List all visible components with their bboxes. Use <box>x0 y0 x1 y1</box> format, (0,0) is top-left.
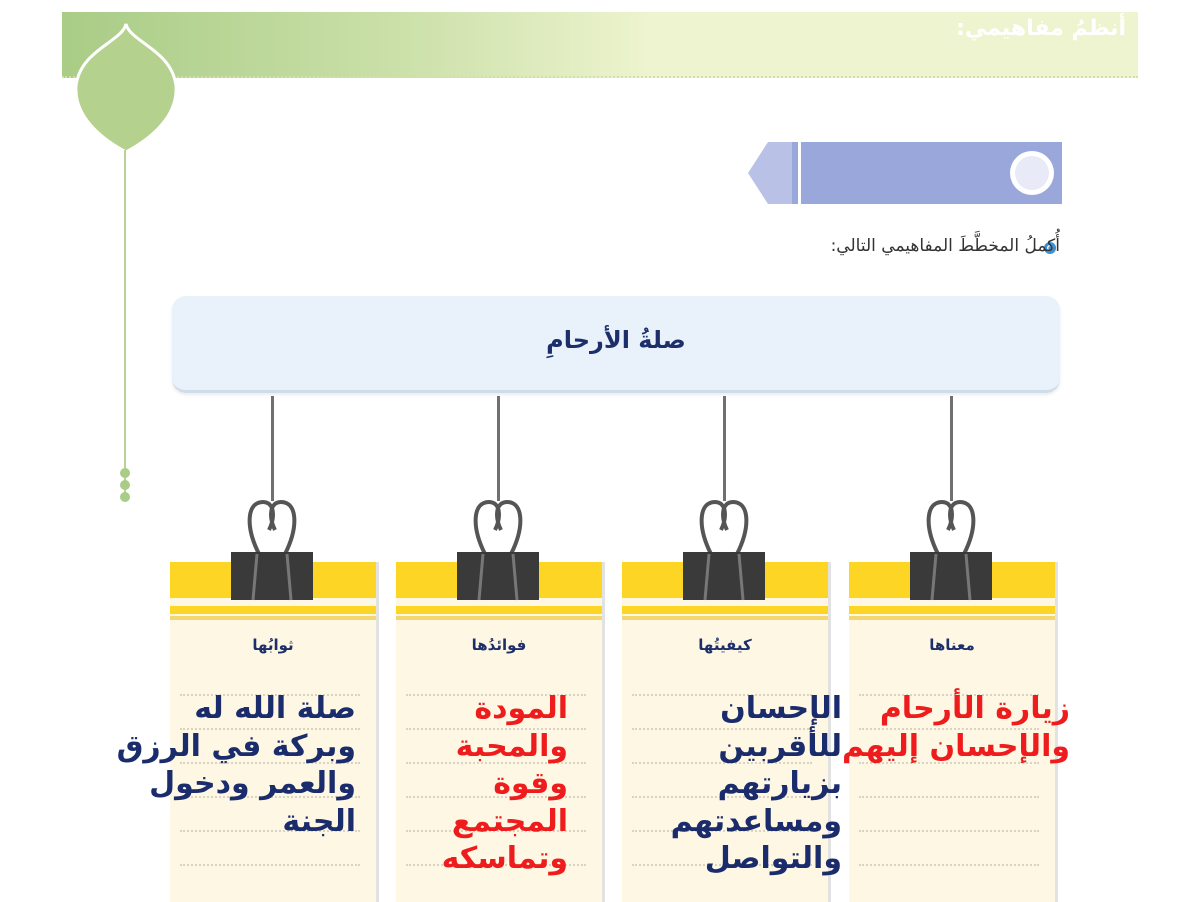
card-heading: كيفيتُها <box>698 636 752 654</box>
vine-dot <box>120 480 130 490</box>
leaf-ornament-icon <box>72 20 180 156</box>
answer-rewards: صلة الله له وبركة في الرزق والعمر ودخول الجنة <box>116 691 356 839</box>
card-heading: ثوابُها <box>252 636 294 654</box>
concept-box <box>172 296 1060 393</box>
concept-title: صلةُ الأرحامِ <box>546 326 686 354</box>
vine-line <box>124 150 126 500</box>
hanging-wire <box>497 396 500 501</box>
answer-benefits: المودة والمحبة وقوة المجتمع وتماسكه <box>441 691 568 876</box>
card-heading: فوائدُها <box>471 636 527 654</box>
vine-dot <box>120 492 130 502</box>
vine-dot <box>120 468 130 478</box>
hanging-wire <box>271 396 274 501</box>
section-tag <box>748 142 1062 204</box>
hanging-wire <box>950 396 953 501</box>
binder-clip-icon <box>908 496 994 604</box>
answer-meaning: زيارة الأرحام والإحسان إليهم <box>841 691 1070 764</box>
card-heading: معناها <box>929 636 975 654</box>
section-title: أنظمُ مفاهيمي: <box>956 16 1126 41</box>
binder-clip-icon <box>229 496 315 604</box>
instruction-text: أُكملُ المخطَّطَ المفاهيمي التالي: <box>830 236 1060 256</box>
binder-clip-icon <box>681 496 767 604</box>
answer-method: الإحسان للأقربين بزيارتهم ومساعدتهم والتواصل <box>670 691 842 876</box>
hanging-wire <box>723 396 726 501</box>
binder-clip-icon <box>455 496 541 604</box>
